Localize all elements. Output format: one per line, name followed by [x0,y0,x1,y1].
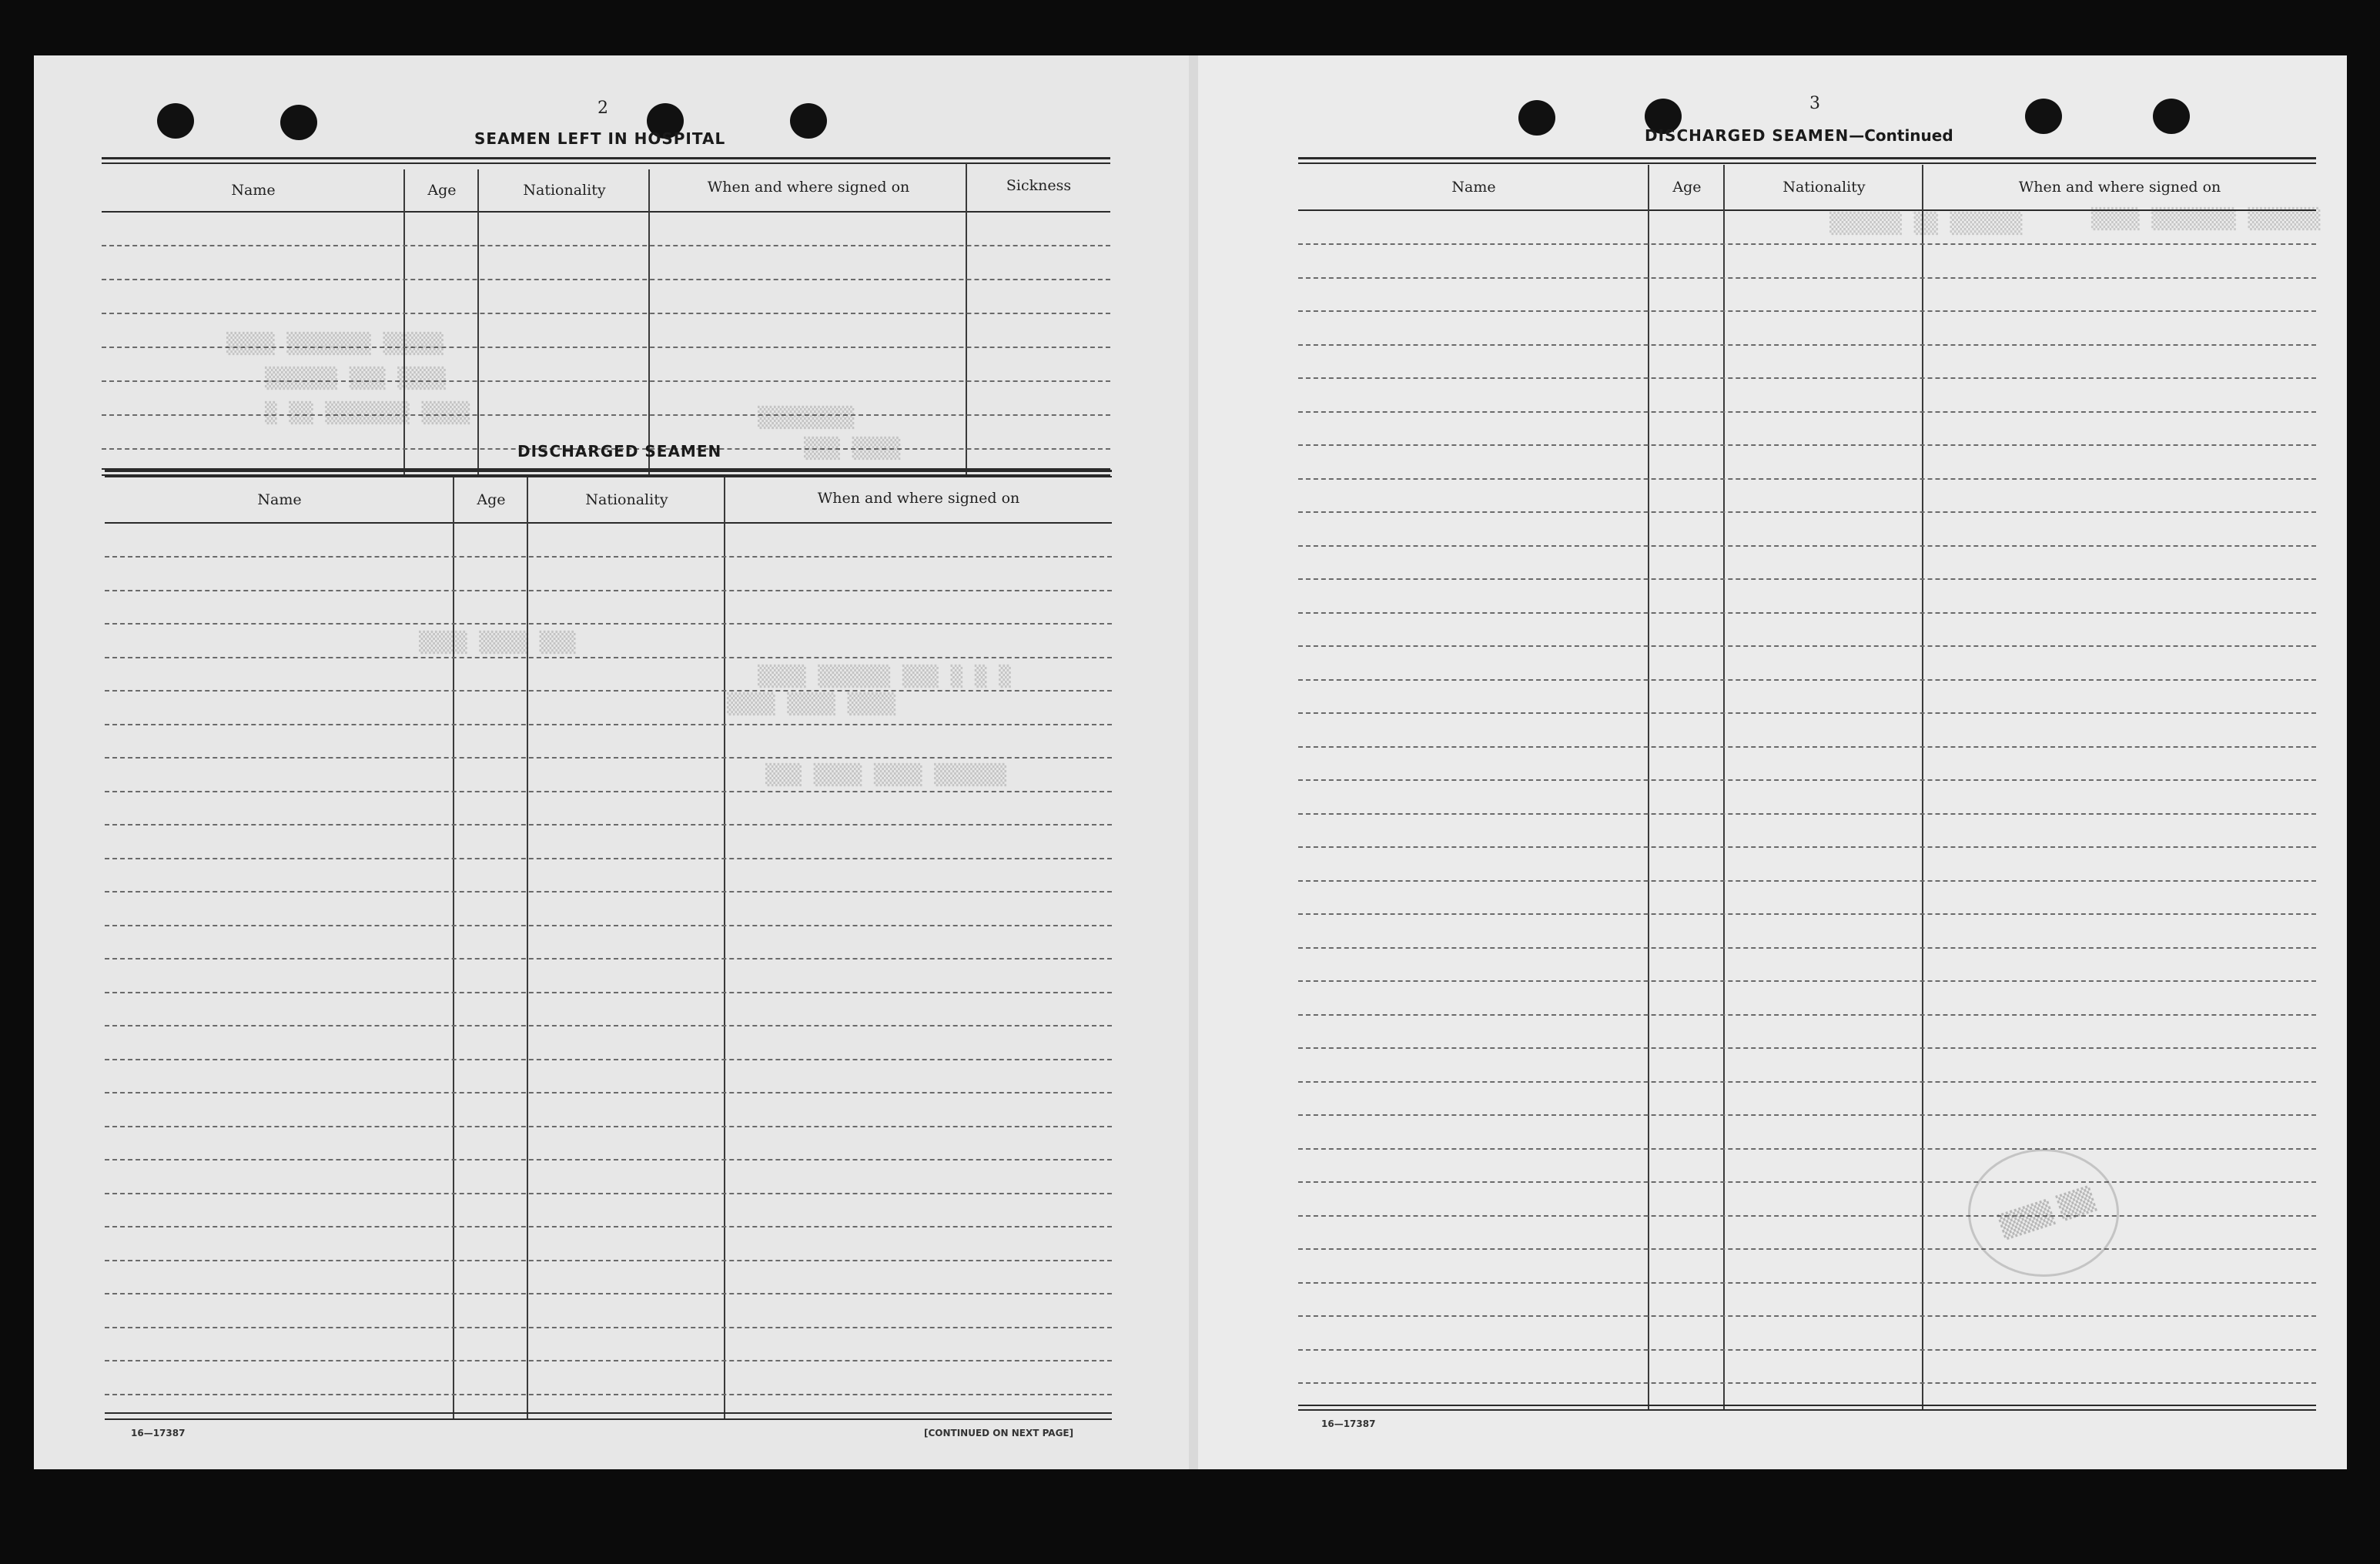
col-divider [1922,165,1923,1409]
ruled-line [1298,277,2316,279]
table-top-rule [1298,157,2316,159]
ruled-line [105,1059,1112,1060]
hospital-col-divider [966,163,967,476]
ruled-line [1298,1349,2316,1351]
discharged-col-nationality: Nationality [585,491,668,508]
ruled-line [102,313,1110,314]
ruled-line [1298,612,2316,614]
discharged-section-title: DISCHARGED SEAMEN [517,442,722,460]
ruled-line [105,724,1112,725]
ruled-line [1298,511,2316,513]
bleed-through-text: ▒▒▒ ▒▒▒▒ ▒▒▒▒ ▒▒▒▒▒▒ [765,764,1007,787]
ruled-line [1298,1382,2316,1384]
ruled-line [105,1193,1112,1194]
ruled-line [1298,545,2316,547]
ruled-line [105,925,1112,926]
ruled-line [1298,779,2316,781]
form-number: 16—17387 [131,1428,186,1438]
ruled-line [105,590,1112,591]
ruled-line [1298,1181,2316,1183]
ruled-line [1298,679,2316,681]
ruled-line [1298,1315,2316,1317]
col-nationality: Nationality [1782,179,1866,196]
ruled-line [1298,913,2316,915]
ruled-line [102,380,1110,382]
table-top-rule [1298,162,2316,164]
discharged-continued-title [1645,126,1953,145]
hospital-col-name: Name [231,182,276,199]
discharged-bottom-rule [105,1418,1112,1420]
ruled-line [1298,1215,2316,1217]
punch-hole [790,103,827,139]
table-bottom-rule [1298,1405,2316,1406]
discharged-col-divider [453,477,454,1418]
col-signed-on: When and where signed on [2018,179,2221,196]
continued-note: [CONTINUED ON NEXT PAGE] [924,1428,1074,1438]
discharged-header-rule [105,522,1112,524]
ruled-line [1298,1148,2316,1150]
col-divider [1723,165,1725,1409]
ruled-line [102,279,1110,280]
ruled-line [1298,444,2316,446]
ruled-line [105,556,1112,558]
hospital-col-age: Age [427,182,457,199]
bleed-through-text: ▒▒▒▒▒▒ ▒▒ ▒▒▒▒▒▒ [1829,213,2023,236]
right-page [1198,55,2347,1469]
hospital-header-rule [102,211,1110,213]
form-number: 16—17387 [1321,1418,1376,1429]
punch-hole [280,105,317,140]
ruled-line [105,992,1112,993]
col-name: Name [1451,179,1496,196]
page-number: 2 [598,99,608,118]
hospital-section-title: SEAMEN LEFT IN HOSPITAL [474,129,726,148]
ruled-line [1298,846,2316,848]
bleed-through-text: ▒▒▒▒ ▒▒▒▒ ▒▒▒ [419,631,576,655]
hospital-col-signed-on: When and where signed on [707,179,910,196]
bleed-through-text: ▒▒▒▒ ▒▒▒▒▒▒▒ ▒▒▒▒▒ [226,333,444,356]
punch-hole [2153,99,2190,134]
discharged-col-name: Name [257,491,302,508]
ruled-line [105,1327,1112,1328]
ruled-line [1298,645,2316,647]
col-age: Age [1672,179,1702,196]
faded-stamp-mark: ▒▒▒ ▒▒ [1997,1185,2098,1241]
discharged-bottom-rule [105,1412,1112,1414]
ruled-line [105,1260,1112,1261]
ruled-line [1298,880,2316,882]
discharged-col-age: Age [477,491,506,508]
ruled-line [105,1226,1112,1227]
discharged-col-signed-on: When and where signed on [817,490,1020,507]
col-divider [1648,165,1649,1409]
ruled-line [105,1360,1112,1361]
document-spread [34,55,2347,1469]
ruled-line [1298,947,2316,949]
ruled-line [105,891,1112,893]
ruled-line [1298,746,2316,748]
hospital-col-divider [648,169,650,476]
ruled-line [102,245,1110,246]
ruled-line [102,414,1110,416]
ruled-line [1298,1282,2316,1284]
ruled-line [105,690,1112,692]
ruled-line [105,757,1112,759]
ruled-line [105,623,1112,625]
discharged-col-divider [724,477,725,1418]
bleed-through-text: ▒▒▒▒▒▒ ▒▒▒ ▒▒▒▒ [265,367,446,390]
ruled-line [1298,344,2316,346]
ruled-line [105,1293,1112,1294]
ruled-line [1298,377,2316,379]
page-gutter [1189,55,1198,1469]
hospital-col-divider [403,169,405,476]
ruled-line [105,1394,1112,1395]
punch-hole [2025,99,2062,134]
ruled-line [1298,243,2316,245]
punch-hole [1518,100,1555,136]
bleed-through-text: ▒▒▒▒ ▒▒▒▒ ▒▒▒▒ [727,693,896,716]
punch-hole [157,103,194,139]
ruled-line [1298,578,2316,580]
ruled-line [105,824,1112,826]
hospital-col-nationality: Nationality [523,182,606,199]
ruled-line [1298,980,2316,982]
bleed-through-text: ▒▒▒ ▒▒▒▒ [804,437,901,460]
table-bottom-rule [1298,1409,2316,1411]
discharged-top-rule [105,476,1112,477]
ruled-line [1298,1114,2316,1116]
ruled-line [1298,813,2316,815]
ruled-line [105,1025,1112,1026]
ruled-line [1298,1081,2316,1083]
title-main: DISCHARGED SEAMEN [1645,126,1849,145]
ruled-line [105,1126,1112,1127]
bleed-through-text: ▒▒▒▒▒▒▒▒ [758,407,855,430]
ruled-line [105,958,1112,959]
hospital-col-divider [477,169,479,476]
left-page [34,55,1189,1469]
ruled-line [1298,478,2316,480]
bleed-through-text: ▒ ▒▒ ▒▒▒▒▒▒▒ ▒▒▒▒ [265,402,470,425]
ruled-line [1298,310,2316,312]
hospital-top-rule [102,162,1110,164]
ruled-line [1298,712,2316,714]
ruled-line [105,858,1112,859]
ruled-line [105,791,1112,792]
title-suffix: —Continued [1849,126,1953,145]
ruled-line [105,1159,1112,1160]
discharged-col-divider [527,477,528,1418]
bleed-through-text: ▒▒▒▒ ▒▒▒▒▒▒▒ ▒▒▒▒▒▒ [2091,208,2321,231]
page-number: 3 [1809,94,1820,113]
hospital-col-sickness: Sickness [1006,177,1072,194]
ruled-line [105,657,1112,658]
discharged-top-rule [105,470,1112,472]
ruled-line [1298,1047,2316,1049]
ruled-line [105,1092,1112,1093]
hospital-top-rule [102,157,1110,159]
bleed-through-text: ▒▒▒▒ ▒▒▒▒▒▒ ▒▒▒ ▒ ▒ ▒ [758,665,1011,688]
ruled-line [1298,1248,2316,1250]
ruled-line [1298,411,2316,413]
ruled-line [1298,1014,2316,1016]
